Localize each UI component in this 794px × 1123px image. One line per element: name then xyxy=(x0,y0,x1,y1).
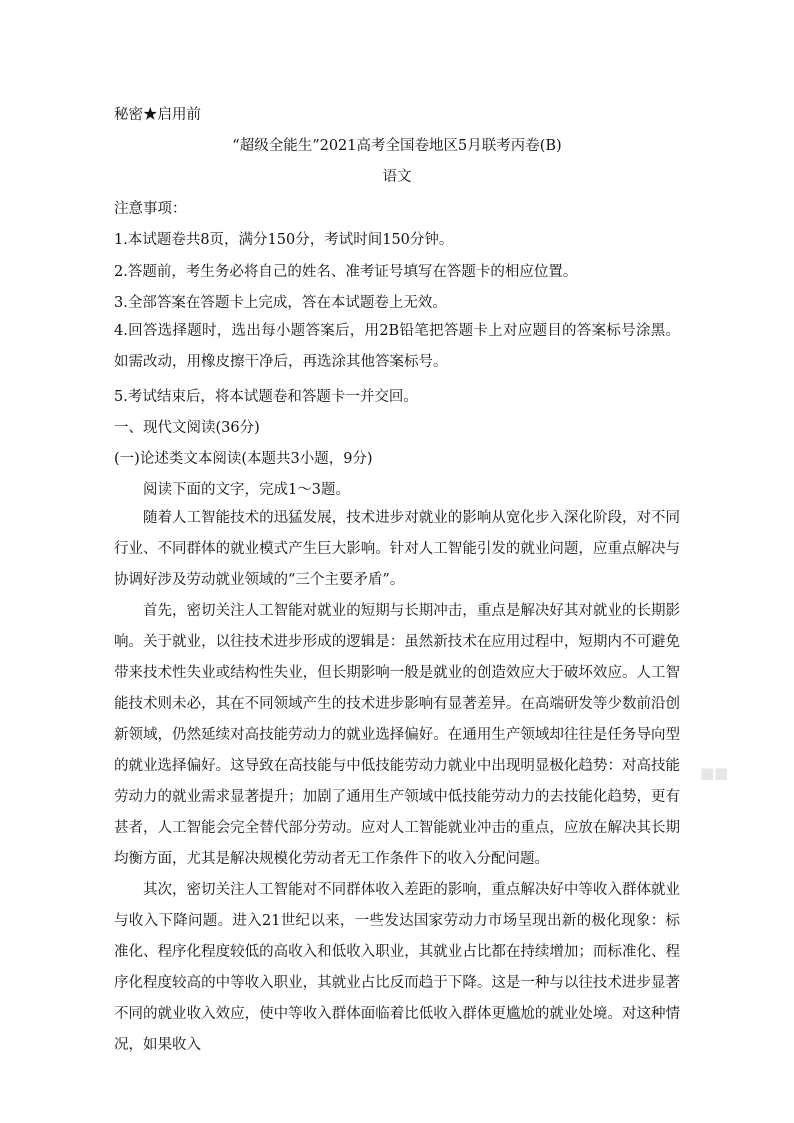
note-item-1: 1.本试题卷共8页，满分150分，考试时间150分钟。 xyxy=(114,232,454,248)
passage-paragraph-1: 随着人工智能技术的迅猛发展，技术进步对就业的影响从宽化步入深化阶段，对不同行业、不同群体的就业模式产生巨大影响。针对人工智能引发的就业问题，应重点解决与协调好涉及劳动就业领域的“三个主要矛盾”。 xyxy=(114,510,680,588)
passage-paragraph-3: 其次，密切关注人工智能对不同群体收入差距的影响，重点解决好中等收入群体就业与收入下降问题。进入21世纪以来，一些发达国家劳动力市场呈现出新的极化现象：标准化、程序化程度较低的高收入和低收入职业，其就业占比都在持续增加；而标准化、程序化程度较高的中等收入职业，其就业占比反而趋于下降。这是一种与以往技术进步显著不同的就业收入效应，使中等收入群体面临着比低收入群体更尴尬的就业处境。对这种情况，如果收入 xyxy=(114,882,680,1053)
subject-title: 语文 xyxy=(382,169,412,185)
reading-instruction: 阅读下面的文字，完成1～3题。 xyxy=(143,482,350,498)
subsection-title: (一)论述类文本阅读(本题共3小题，9分) xyxy=(114,451,373,467)
note-item-4: 4.回答选择题时，选出每小题答案后，用2B铅笔把答题卡上对应题目的答案标号涂黑。如需改动，用橡皮擦干净后，再选涂其他答案标号。 xyxy=(114,323,680,370)
note-item-2: 2.答题前，考生务必将自己的姓名、准考证号填写在答题卡的相应位置。 xyxy=(114,264,578,280)
secret-label: 秘密★启用前 xyxy=(114,107,201,123)
section-title: 一、现代文阅读(36分) xyxy=(114,420,260,436)
note-item-3: 3.全部答案在答题卡上完成，答在本试题卷上无效。 xyxy=(114,295,447,311)
watermark-mark: ■■ xyxy=(700,764,729,782)
note-item-5: 5.考试结束后，将本试题卷和答题卡一并交回。 xyxy=(114,389,418,405)
notes-heading: 注意事项： xyxy=(114,201,187,217)
passage-paragraph-2: 首先，密切关注人工智能对就业的短期与长期冲击，重点是解决好其对就业的长期影响。关于就业，以往技术进步形成的逻辑是：虽然新技术在应用过程中，短期内不可避免带来技术性失业或结构性失业，但长期影响一般是就业的创造效应大于破坏效应。人工智能技术则未必，其在不同领域产生的技术进步影响有显著差异。在高端研发等少数前沿创新领域，仍然延续对高技能劳动力的就业选择偏好。在通用生产领域却往往是任务导向型的就业选择偏好。这导致在高技能与中低技能劳动力就业中出现明显极化趋势：对高技能劳动力的就业需求显著提升；加剧了通用生产领域中低技能劳动力的去技能化趋势，更有甚者，人工智能会完全替代部分劳动。应对人工智能就业冲击的重点，应放在解决其长期均衡方面，尤其是解决规模化劳动者无工作条件下的收入分配问题。 xyxy=(114,603,680,867)
exam-title: “超级全能生”2021高考全国卷地区5月联考丙卷(B) xyxy=(232,138,562,154)
